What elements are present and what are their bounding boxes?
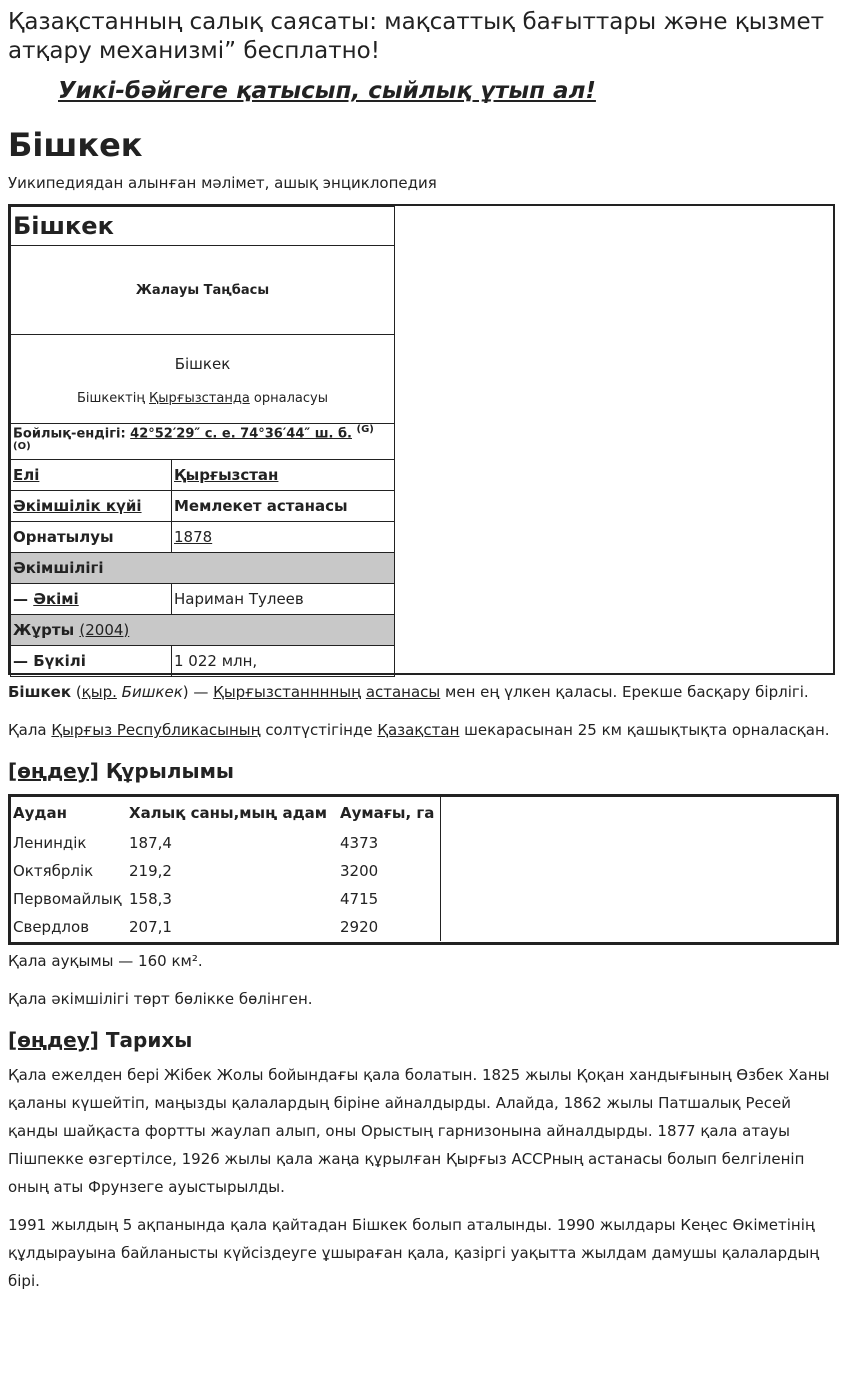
founded-year-link[interactable]: 1878 — [174, 527, 213, 546]
district-population: 187,4 — [129, 834, 172, 852]
coordinates-row — [11, 424, 395, 460]
infobox-row-country — [11, 459, 395, 490]
area-text: Қала ауқымы — 160 км². — [8, 952, 203, 970]
tagline: Уикипедиядан алынған мәлімет, ашық энциклопедия — [8, 174, 437, 192]
history-section — [8, 1061, 839, 1295]
district-area: 2920 — [340, 918, 379, 936]
history-paragraph-2: 1991 жылдың 5 ақпанында қала қайтадан Бішкек болып аталынды. 1990 жылдары Кеңес Өкіметінің құлдырауына байланысты күйсіздеуге ұшыраған қала, қазіргі уақытта жылдам дамушы қалалардың бірі. — [8, 1216, 820, 1290]
table-row — [11, 857, 441, 885]
district-population: 219,2 — [129, 862, 172, 880]
page-title: Бішкек — [8, 126, 143, 164]
intro2-pre: Қала — [8, 721, 52, 739]
table-row — [11, 885, 441, 913]
coord-link[interactable]: 42°52′29″ с. е. 74°36′44″ ш. б. — [130, 426, 352, 442]
total-value: 1 022 млн, — [172, 645, 395, 676]
infobox — [10, 206, 395, 677]
district-name: Октябрлік — [13, 862, 94, 880]
infobox-admin-header — [11, 552, 395, 583]
map-caption-pre: Бішкектің — [77, 390, 150, 406]
map-city-label: Бішкек — [174, 354, 231, 373]
head-value: Нариман Тулеев — [172, 583, 395, 614]
intro-paragraph-1 — [8, 678, 839, 706]
intro2-mid: солтүстігінде — [260, 721, 378, 739]
capital-link[interactable]: астанасы — [365, 683, 441, 701]
section-heading-history — [8, 1021, 839, 1059]
edit-link-history[interactable]: [өңдеу] — [8, 1028, 99, 1052]
promo-link[interactable]: Уикі-бәйгеге қатысып, сыйлық ұтып ал! — [58, 78, 596, 104]
infobox-title: Бішкек — [11, 207, 395, 246]
district-population: 207,1 — [129, 918, 172, 936]
promo-title: Қазақстанның салық саясаты: мақсаттық бағыттары және қызмет атқару механизмі” бесплатно! — [8, 9, 825, 64]
history-paragraph-1: Қала ежелден бері Жібек Жолы бойындағы қала болатын. 1825 жылы Қоқан хандығының Өзбек Ханы қаланы күшейтіп, маңызды қалалардың біріне айналдырды. Алайда, 1862 жылы Патшалық Ресей қанды шайқаста фортты жаулап алып, оны Орыстың гарнизонына айналдырды. 1877 қала атауы Пішпекке өзгертілсе, 1926 жылы қала жаңа құрылған Қырғыз АССРның астанасы болып белгіленіп оның аты Фрунзеге ауыстырылды. — [8, 1066, 830, 1196]
structure-title: Құрылымы — [98, 759, 235, 783]
edit-link-structure[interactable]: [өңдеу] — [8, 759, 99, 783]
intro-bold-title: Бішкек — [8, 683, 72, 701]
districts-table — [11, 797, 441, 941]
intro-rest: мен ең үлкен қаласы. Ерекше басқару бірлігі. — [440, 683, 809, 701]
promo-banner — [58, 78, 839, 104]
status-label-link[interactable]: Әкімшілік күйі — [13, 496, 142, 515]
map-caption-link[interactable]: Қырғызстанда — [149, 390, 250, 406]
kazakhstan-link[interactable]: Қазақстан — [377, 721, 460, 739]
total-label: — Бүкілі — [11, 645, 172, 676]
column-header-population: Халық саны,мың адам — [129, 804, 328, 822]
district-population: 158,3 — [129, 890, 172, 908]
infobox-row-founded — [11, 521, 395, 552]
infobox-map-cell — [11, 335, 395, 424]
district-area: 4715 — [340, 890, 379, 908]
status-value: Мемлекет астанасы — [172, 490, 395, 521]
admin-division-text: Қала әкімшілігі төрт бөлікке бөлінген. — [8, 990, 313, 1008]
republic-link[interactable]: Қырғыз Республикасының — [51, 721, 261, 739]
infobox-row-head — [11, 583, 395, 614]
map-caption — [13, 391, 392, 406]
infobox-flag-caption: Жалауы Таңбасы — [11, 246, 395, 335]
country-label-link[interactable]: Елі — [13, 465, 40, 484]
district-name: Свердлов — [13, 918, 90, 936]
founded-label: Орнатылуы — [11, 521, 172, 552]
coord-sup[interactable]: (G) (O) — [13, 424, 374, 453]
section-heading-structure — [8, 752, 839, 790]
column-header-area: Аумағы, га — [340, 804, 435, 822]
map-caption-post: орналасуы — [249, 390, 328, 406]
intro-text: ( — [71, 683, 82, 701]
population-year-link[interactable]: (2004) — [79, 620, 130, 639]
infobox-row-status — [11, 490, 395, 521]
history-title: Тарихы — [98, 1028, 193, 1052]
country-value-link[interactable]: Қырғызстан — [174, 465, 279, 484]
intro-dash: ) — — [182, 683, 214, 701]
table-row — [11, 913, 441, 941]
native-name: Бишкек — [121, 683, 183, 701]
table-header-row — [11, 797, 441, 829]
lang-link[interactable]: қыр. — [81, 683, 117, 701]
intro-paragraph-2 — [8, 716, 839, 744]
head-label-link[interactable]: Әкімі — [33, 589, 79, 608]
district-area: 3200 — [340, 862, 379, 880]
district-name: Первомайлық — [13, 890, 122, 908]
coord-label: Бойлық-ендігі: — [13, 426, 131, 442]
district-name: Лениндік — [13, 834, 87, 852]
country-link[interactable]: Қырғызстанннның — [213, 683, 362, 701]
admin-header-label: Әкімшілігі — [11, 552, 395, 583]
districts-container — [8, 794, 839, 945]
intro2-rest: шекарасынан 25 км қашықтықта орналасқан. — [459, 721, 830, 739]
infobox-row-total — [11, 645, 395, 676]
table-row — [11, 829, 441, 857]
district-area: 4373 — [340, 834, 379, 852]
population-header-label: Жұрты — [13, 620, 75, 639]
infobox-population-header — [11, 614, 395, 645]
column-header-district: Аудан — [13, 804, 67, 822]
head-label-prefix: — — [13, 589, 34, 608]
infobox-container — [8, 204, 835, 675]
